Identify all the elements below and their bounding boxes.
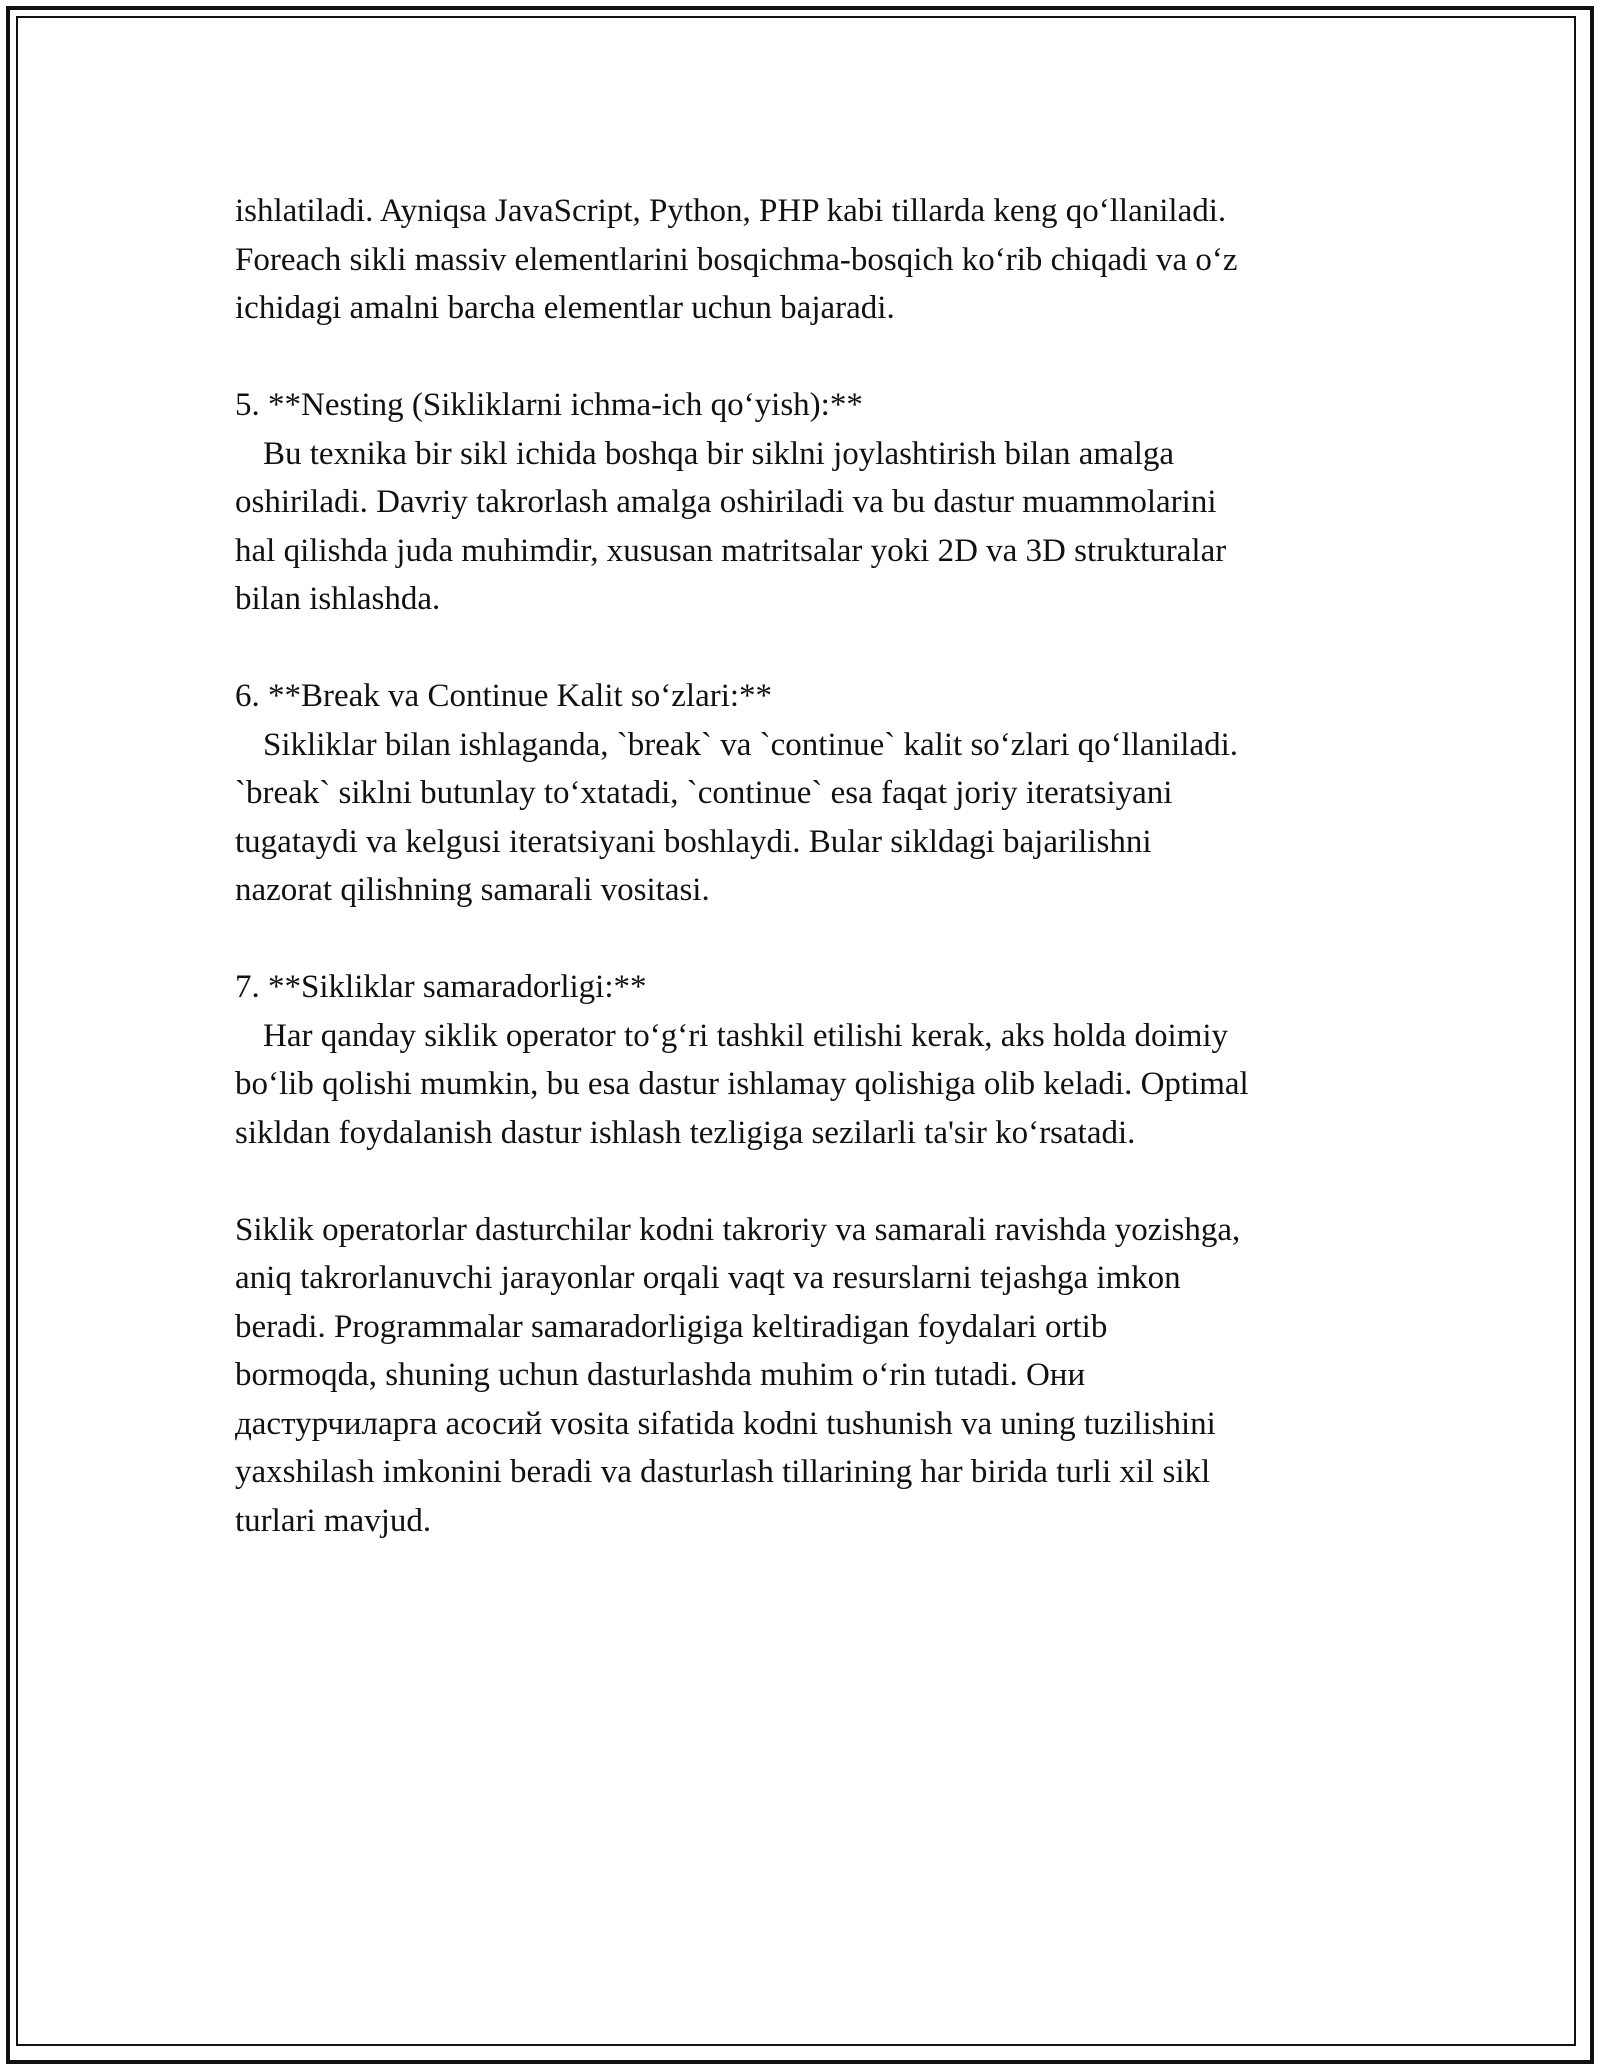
conclusion-paragraph — [235, 1206, 1375, 1546]
section-body — [235, 1012, 1375, 1158]
paragraph-gap — [235, 624, 1375, 673]
text-line: bo‘lib qolishi mumkin, bu esa dastur ishlamay qolishiga olib keladi. Optimal — [235, 1066, 1249, 1102]
section-heading: 5. **Nesting (Sikliklarni ichma-ich qo‘yish):** — [235, 387, 863, 423]
text-line: tugataydi va kelgusi iteratsiyani boshlaydi. Bular sikldagi bajarilishni — [235, 823, 1152, 860]
section-heading: 7. **Sikliklar samaradorligi:** — [235, 969, 647, 1005]
paragraph-gap — [235, 915, 1375, 964]
text-line: beradi. Programmalar samaradorligiga keltiradigan foydalari ortib — [235, 1308, 1108, 1345]
text-line: ichidagi amalni barcha elementlar uchun bajaradi. — [235, 290, 895, 326]
text-line: дастурчиларга асосий vosita sifatida kodni tushunish va uning tuzilishini — [235, 1405, 1216, 1442]
section-heading: 6. **Break va Continue Kalit so‘zlari:** — [235, 678, 773, 714]
text-line: `break` siklni butunlay to‘xtatadi, `continue` esa faqat joriy iteratsiyani — [235, 775, 1173, 811]
paragraph-gap — [235, 333, 1375, 382]
document-body — [235, 187, 1375, 1545]
paragraph-gap — [235, 1157, 1375, 1206]
section-body — [235, 430, 1375, 624]
section-body — [235, 721, 1375, 915]
text-line: Sikliklar bilan ishlaganda, `break` va `continue` kalit so‘zlari qo‘llaniladi. — [263, 726, 1239, 763]
section-efficiency — [235, 963, 1375, 1157]
intro-paragraph — [235, 187, 1375, 333]
text-line: bormoqda, shuning uchun dasturlashda muhim o‘rin tutadi. Они — [235, 1357, 1086, 1393]
section-break-continue — [235, 672, 1375, 915]
text-line: Har qanday siklik operator to‘g‘ri tashkil etilishi kerak, aks holda doimiy — [263, 1017, 1229, 1054]
text-line: aniq takrorlanuvchi jarayonlar orqali vaqt va resurslarni tejashga imkon — [235, 1260, 1181, 1296]
text-line: ishlatiladi. Ayniqsa JavaScript, Python, PHP kabi tillarda keng qo‘llaniladi. — [235, 193, 1227, 229]
text-line: yaxshilash imkonini beradi va dasturlash tillarining har birida turli xil sikl — [235, 1454, 1211, 1490]
text-line: nazorat qilishning samarali vositasi. — [235, 872, 710, 908]
text-line: sikldan foydalanish dastur ishlash tezligiga sezilarli ta'sir ko‘rsatadi. — [235, 1114, 1136, 1151]
text-line: oshiriladi. Davriy takrorlash amalga oshiriladi va bu dastur muammolarini — [235, 484, 1217, 520]
section-nesting — [235, 381, 1375, 624]
text-line: Bu texnika bir sikl ichida boshqa bir siklni joylashtirish bilan amalga — [263, 435, 1175, 472]
text-line: turlari mavjud. — [235, 1502, 432, 1539]
text-line: bilan ishlashda. — [235, 581, 441, 617]
text-line: Foreach sikli massiv elementlarini bosqichma-bosqich ko‘rib chiqadi va o‘z — [235, 241, 1238, 278]
text-line: Siklik operatorlar dasturchilar kodni takroriy va samarali ravishda yozishga, — [235, 1211, 1241, 1248]
text-line: hal qilishda juda muhimdir, xususan matritsalar yoki 2D va 3D strukturalar — [235, 532, 1227, 569]
